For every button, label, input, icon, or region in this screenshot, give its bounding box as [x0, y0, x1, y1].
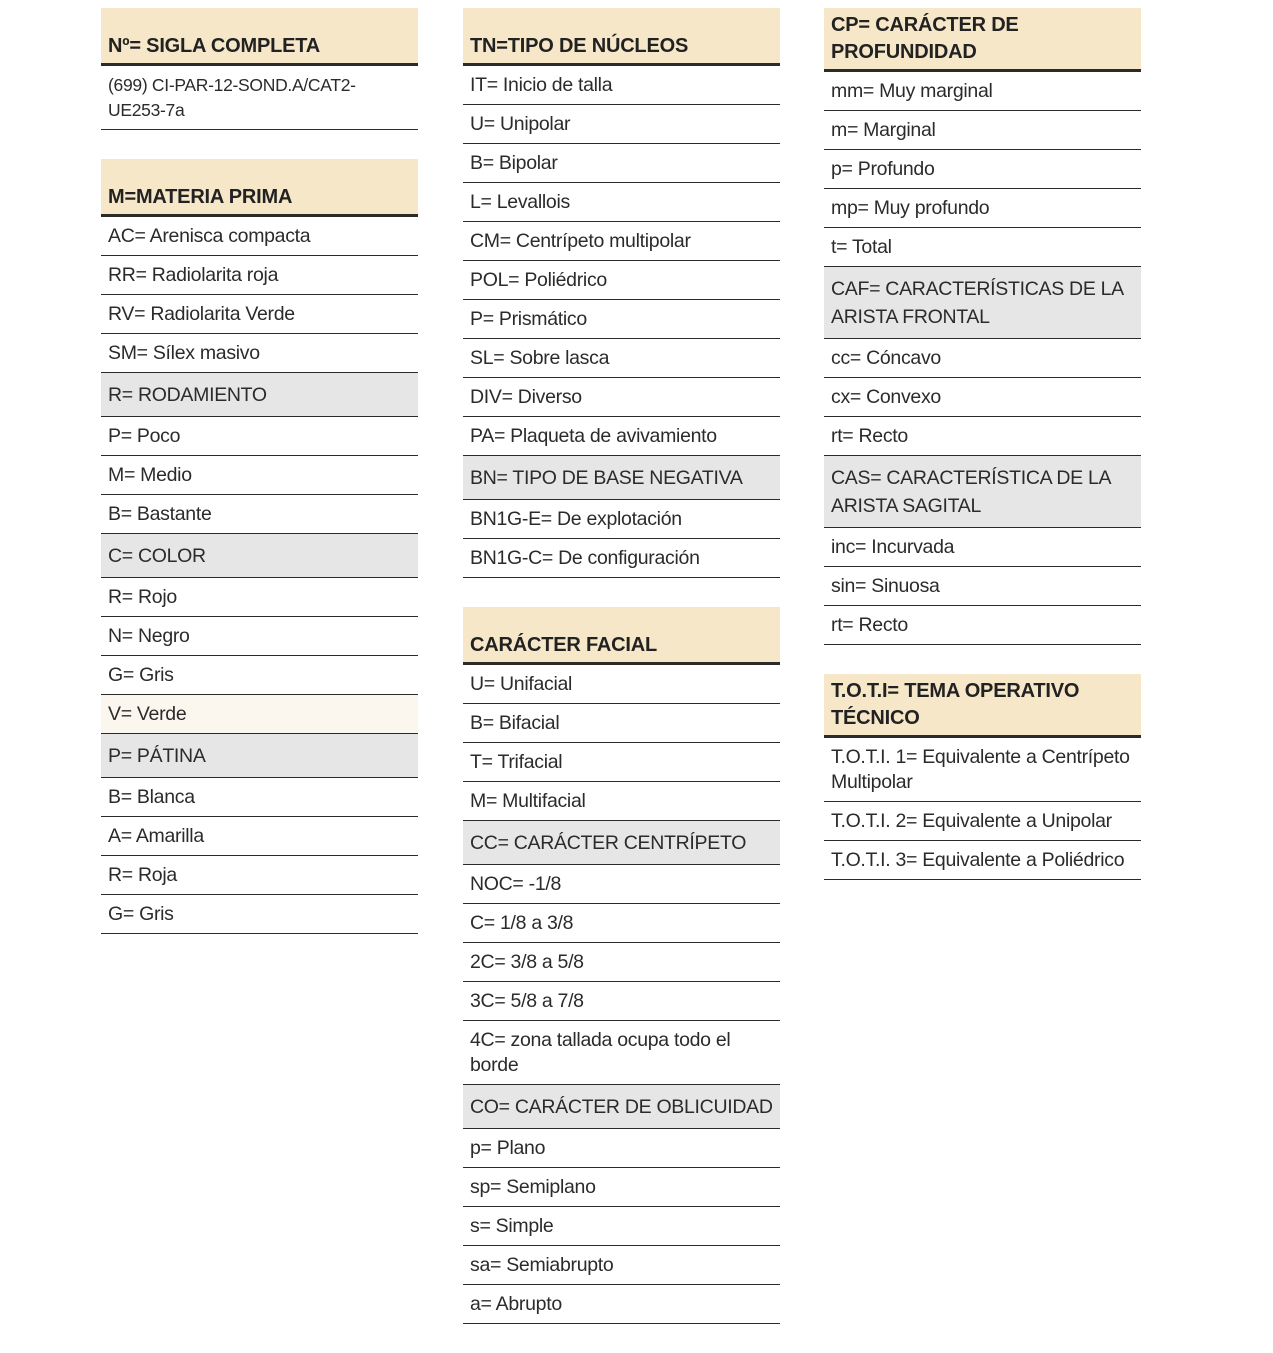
table-row: C= 1/8 a 3/8 — [463, 904, 780, 943]
table-row: N= Negro — [101, 617, 418, 656]
table-toti — [824, 674, 1141, 880]
table-row: B= Blanca — [101, 778, 418, 817]
table-row: sin= Sinuosa — [824, 567, 1141, 606]
table-row: P= Prismático — [463, 300, 780, 339]
subheader-row: BN= TIPO DE BASE NEGATIVA — [463, 456, 780, 500]
table-row: T= Trifacial — [463, 743, 780, 782]
table-row: M= Medio — [101, 456, 418, 495]
subheader-row: CO= CARÁCTER DE OBLICUIDAD — [463, 1085, 780, 1129]
table-row: U= Unifacial — [463, 665, 780, 704]
table-row: CM= Centrípeto multipolar — [463, 222, 780, 261]
table-row: B= Bastante — [101, 495, 418, 534]
table-caracter-facial — [463, 607, 780, 1324]
table-header: Nº= SIGLA COMPLETA — [101, 8, 418, 66]
table-row: AC= Arenisca compacta — [101, 217, 418, 256]
table-row: RV= Radiolarita Verde — [101, 295, 418, 334]
table-row: m= Marginal — [824, 111, 1141, 150]
table-row: p= Plano — [463, 1129, 780, 1168]
table-header: CP= CARÁCTER DE PROFUNDIDAD — [824, 8, 1141, 72]
table-row: SL= Sobre lasca — [463, 339, 780, 378]
table-header: CARÁCTER FACIAL — [463, 607, 780, 665]
table-header: T.O.T.I= TEMA OPERATIVO TÉCNICO — [824, 674, 1141, 738]
table-row: NOC= -1/8 — [463, 865, 780, 904]
subheader-row: CAS= CARACTERÍSTICA DE LA ARISTA SAGITAL — [824, 456, 1141, 528]
table-row: L= Levallois — [463, 183, 780, 222]
table-tipo-nucleos — [463, 8, 780, 578]
table-header: TN=TIPO DE NÚCLEOS — [463, 8, 780, 66]
table-row: T.O.T.I. 2= Equivalente a Unipolar — [824, 802, 1141, 841]
table-row: mm= Muy marginal — [824, 72, 1141, 111]
table-materia-prima — [101, 159, 418, 934]
table-profundidad — [824, 8, 1141, 645]
table-row: cc= Cóncavo — [824, 339, 1141, 378]
table-row: rt= Recto — [824, 417, 1141, 456]
table-row: G= Gris — [101, 656, 418, 695]
table-row: 2C= 3/8 a 5/8 — [463, 943, 780, 982]
table-row: IT= Inicio de talla — [463, 66, 780, 105]
table-row: rt= Recto — [824, 606, 1141, 645]
table-row: 3C= 5/8 a 7/8 — [463, 982, 780, 1021]
table-row: BN1G-E= De explotación — [463, 500, 780, 539]
subheader-row: C= COLOR — [101, 534, 418, 578]
table-row: sp= Semiplano — [463, 1168, 780, 1207]
table-row: SM= Sílex masivo — [101, 334, 418, 373]
table-row: B= Bifacial — [463, 704, 780, 743]
table-row: (699) CI-PAR-12-SOND.A/CAT2-UE253-7a — [101, 66, 418, 130]
table-row: POL= Poliédrico — [463, 261, 780, 300]
table-row: s= Simple — [463, 1207, 780, 1246]
table-row: V= Verde — [101, 695, 418, 734]
column-middle — [463, 8, 780, 1353]
table-row: t= Total — [824, 228, 1141, 267]
table-row: R= Roja — [101, 856, 418, 895]
table-sigla — [101, 8, 418, 130]
subheader-row: P= PÁTINA — [101, 734, 418, 778]
column-right — [824, 8, 1141, 909]
table-row: a= Abrupto — [463, 1285, 780, 1324]
subheader-row: CC= CARÁCTER CENTRÍPETO — [463, 821, 780, 865]
table-row: 4C= zona tallada ocupa todo el borde — [463, 1021, 780, 1085]
table-row: mp= Muy profundo — [824, 189, 1141, 228]
table-row: G= Gris — [101, 895, 418, 934]
subheader-row: CAF= CARACTERÍSTICAS DE LA ARISTA FRONTAL — [824, 267, 1141, 339]
table-row: p= Profundo — [824, 150, 1141, 189]
table-row: U= Unipolar — [463, 105, 780, 144]
table-row: inc= Incurvada — [824, 528, 1141, 567]
table-row: A= Amarilla — [101, 817, 418, 856]
table-row: T.O.T.I. 3= Equivalente a Poliédrico — [824, 841, 1141, 880]
table-row: RR= Radiolarita roja — [101, 256, 418, 295]
subheader-row: R= RODAMIENTO — [101, 373, 418, 417]
table-row: B= Bipolar — [463, 144, 780, 183]
table-row: cx= Convexo — [824, 378, 1141, 417]
table-row: R= Rojo — [101, 578, 418, 617]
table-row: T.O.T.I. 1= Equivalente a Centrípeto Multipolar — [824, 738, 1141, 802]
column-left — [101, 8, 418, 963]
table-row: DIV= Diverso — [463, 378, 780, 417]
table-header: M=MATERIA PRIMA — [101, 159, 418, 217]
table-row: sa= Semiabrupto — [463, 1246, 780, 1285]
table-row: P= Poco — [101, 417, 418, 456]
table-row: BN1G-C= De configuración — [463, 539, 780, 578]
table-row: PA= Plaqueta de avivamiento — [463, 417, 780, 456]
table-row: M= Multifacial — [463, 782, 780, 821]
